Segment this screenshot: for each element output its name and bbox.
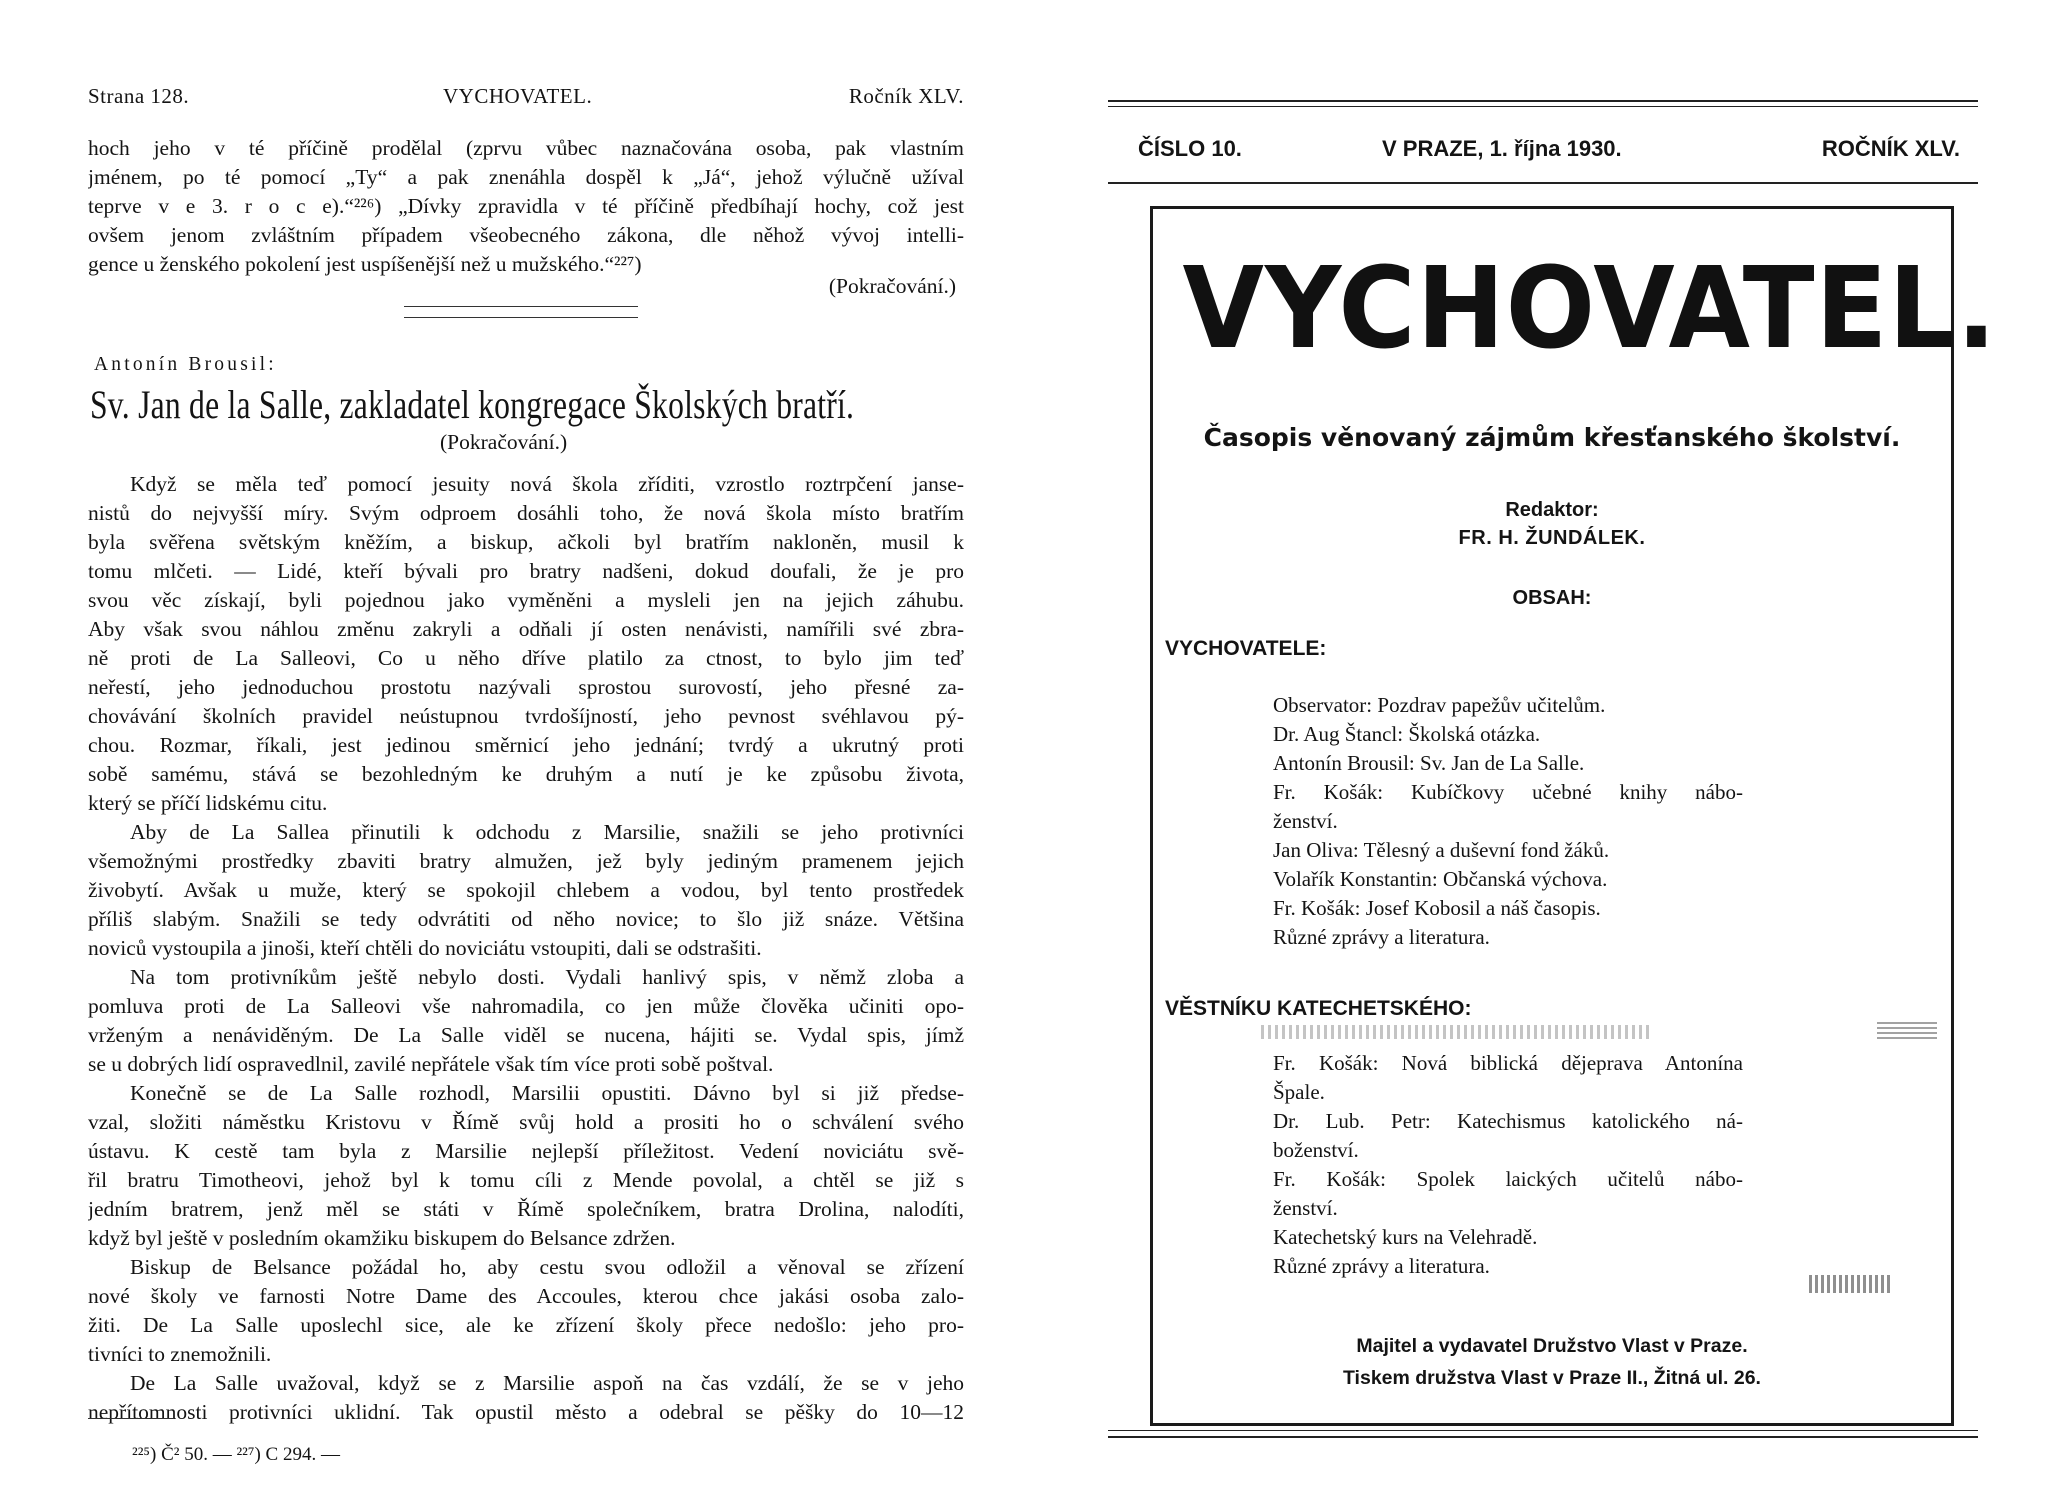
cover-page [1108,100,1998,1436]
contents-list [1273,1049,1743,1281]
contents-entry: Katechetský kurs na Velehradě. [1273,1225,1538,1249]
masthead-subtitle: Časopis věnovaný zájmům křesťanského školství. [1203,423,1901,452]
contents-entry: Jan Oliva: Tělesný a duševní fond žáků. [1273,838,1610,862]
contents-entry: Fr. Košák: Josef Kobosil a náš časopis. [1273,896,1601,920]
text-line: hoch jeho v té příčině prodělal (zprvu vůbec naznačována osoba, pak vlastním [88,136,964,160]
contents-entry: Observator: Pozdrav papežův učitelům. [1273,693,1606,717]
text-line: pomluva proti de La Salleovi vše nahromadila, co jen může člověka učiniti opo- [88,994,964,1018]
footnote-divider [88,1418,174,1419]
text-line: jedním bratrem, jenž měl se státi v Římě společníkem, bratra Drolina, nalodíti, [88,1197,964,1221]
cover-box [1150,206,1998,1426]
text-line: noviců vystoupila a jinoši, kteří chtěli do noviciátu vstoupiti, dali se odstrašiti. [88,936,762,960]
left-page [88,84,964,1484]
frame-rule [1108,100,1978,102]
contents-entry: ženství. [1273,1196,1338,1220]
text-line: teprve v e 3. r o c e).“²²⁶) „Dívky zpravidla v té příčině předbíhají hochy, což jest [88,194,964,218]
text-line: který se příčí lidskému citu. [88,791,328,815]
text-line: jménem, po té pomocí „Ty“ a pak znenáhla dospěl k „Já“, jehož výlučně užíval [88,165,964,189]
contents-entry: Antonín Brousil: Sv. Jan de La Salle. [1273,751,1585,775]
contents-entry: Dr. Aug Štancl: Školská otázka. [1273,722,1541,746]
page-number: Strana 128. [88,84,190,108]
text-line: nové školy ve farnosti Notre Dame des Accoules, kterou chce jakási osoba zalo- [88,1284,964,1308]
editor-name: FR. H. ŽUNDÁLEK. [1458,527,1646,549]
text-line: De La Salle uvažoval, když se z Marsilie aspoň na čas vzdálí, že se v jeho [130,1371,964,1395]
text-line: když byl ještě v posledním okamžiku biskupem do Belsance zdržen. [88,1226,676,1250]
text-line: neřestí, jeho jednoduchou prostotu nazývali sprostou surovostí, jeho přesné za- [88,675,964,699]
masthead-title: VYCHOVATEL. [1182,244,1998,374]
text-line: všemožnými prostředky zbaviti bratry almužen, jež byly jediným pramenem jejich [88,849,964,873]
section-divider [404,306,638,318]
text-line: vrženým a nenáviděným. De La Salle viděl se nucena, hájiti se. Vydal spis, jímž [88,1023,964,1047]
text-line: Konečně se de La Salle rozhodl, Marsilii opustiti. Dávno byl si již předse- [130,1081,964,1105]
text-line: příliš slabým. Snažili se tedy odvrátiti od něho novice; to šlo již snáze. Většina [88,907,964,931]
contents-heading: OBSAH: [1512,587,1592,609]
issue-number: ČÍSLO 10. [1138,136,1242,161]
text-line: nepřítomnosti protivníci uklidní. Tak opustil město a odebral se pěšky do 10—12 [88,1400,964,1424]
journal-name: VYCHOVATEL. [443,84,593,108]
running-head [88,84,964,114]
print-smudge [1261,1025,1651,1039]
text-line: chou. Rozmar, říkali, jest jedinou směrnicí jeho jednání; tvrdý a ukrutný proti [88,733,964,757]
text-line: živobytí. Avšak u muže, který se spokojil chlebem a vodou, byl tento prostředek [88,878,964,902]
print-smudge [1809,1275,1893,1293]
contents-entry: Špale. [1273,1080,1325,1104]
text-line: byla svěřena světským kněžím, a biskup, ačkoli byl bratřím nakloněn, musil k [88,530,964,554]
contents-entry: Fr. Košák: Spolek laických učitelů nábo- [1273,1167,1743,1191]
printer-line: Tiskem družstva Vlast v Praze II., Žitná ul. 26. [1343,1367,1761,1389]
frame-rule [1108,182,1978,184]
article-title: Sv. Jan de la Salle, zakladatel kongregace Školských bratří. [90,382,855,427]
contents-entry: Fr. Košák: Nová biblická dějeprava Antonína [1273,1051,1743,1075]
contents-list [1273,691,1743,952]
print-smudge [1877,1021,1937,1039]
text-line: vzal, složiti náměstku Kristovu v Římě svůj hold a prositi ho o schválení svého [88,1110,964,1134]
text-line: svou věc získají, byli pojednou jako vyměněni a mysleli jen na jejich záhubu. [88,588,964,612]
text-line: se u dobrých lidí ospravedlnil, zavilé nepřátele však tím více proti sobě poštval. [88,1052,774,1076]
text-line: Na tom protivníkům ještě nebylo dosti. Vydali hanlivý spis, v němž zloba a [130,965,964,989]
contents-entry: Dr. Lub. Petr: Katechismus katolického ná- [1273,1109,1743,1133]
contents-section-heading: VĚSTNÍKU KATECHETSKÉHO: [1165,997,1472,1020]
continued-note: (Pokračování.) [440,430,568,454]
text-line: Aby de La Sallea přinutili k odchodu z Marsilie, snažili se jeho protivníci [130,820,964,844]
contents-entry: Fr. Košák: Kubíčkovy učebné knihy nábo- [1273,780,1743,804]
text-line: chovávání školních pravidel neústupnou tvrdošíjností, jeho pevnost svéhlavou pý- [88,704,964,728]
publisher-line: Majitel a vydavatel Družstvo Vlast v Praze. [1356,1335,1748,1357]
text-line: tomu mlčeti. — Lidé, kteří bývali pro bratry nadšeni, dokud doufali, že je pro [88,559,964,583]
intro-paragraph [88,134,964,279]
volume-label: Ročník XLV. [848,84,964,108]
contents-entry: Různé zprávy a literatura. [1273,1254,1490,1278]
editor-label: Redaktor: [1505,499,1599,521]
issue-volume: ROČNÍK XLV. [1821,136,1960,161]
text-line: tivníci to znemožnili. [88,1342,272,1366]
contents-entry: ženství. [1273,809,1338,833]
contents-entry: Volařík Konstantin: Občanská výchova. [1273,867,1608,891]
continued-note: (Pokračování.) [828,274,956,298]
frame-rule [1108,1430,1978,1431]
contents-section-heading: VYCHOVATELE: [1165,637,1327,660]
text-line: gence u ženského pokolení jest uspíšenější než u mužského.“²²⁷) [88,252,642,276]
text-line: ně proti de La Salleovi, Co u něho dříve platilo za ctnost, to bylo jim teď [88,646,964,670]
article-author: Antonín Brousil: [94,354,277,375]
text-line: Když se měla teď pomocí jesuity nová škola zříditi, vzrostlo roztrpčení janse- [130,472,964,496]
text-line: sobě samému, stává se bezohledným ke druhým a nutí je ke způsobu života, [88,762,964,786]
text-line: řil bratru Timotheovi, jehož byl k tomu cíli z Mende povolal, a chtěl se již s [88,1168,964,1192]
text-line: žiti. De La Salle uposlechl sice, ale ke zřízení školy přece nedošlo: jeho pro- [88,1313,964,1337]
text-line: Biskup de Belsance požádal ho, aby cestu svou odložil a věnoval se zřízení [130,1255,964,1279]
issue-bar [1108,136,1978,176]
frame-rule [1108,106,1978,107]
text-line: nistů do nejvyšší míry. Svým odproem dosáhli toho, že nová škola místo bratřím [88,501,964,525]
issue-date: V PRAZE, 1. října 1930. [1382,136,1622,161]
footnote: ²²⁵) Č² 50. — ²²⁷) C 294. — [132,1444,340,1465]
article-body [88,470,964,1427]
text-line: ústavu. K cestě tam byla z Marsilie nejlepší příležitost. Vedení noviciátu svě- [88,1139,964,1163]
frame-rule [1108,1436,1978,1438]
contents-entry: Různé zprávy a literatura. [1273,925,1490,949]
text-line: Aby však svou náhlou změnu zakryli a odňali jí osten nenávisti, namířili své zbra- [88,617,964,641]
contents-entry: boženství. [1273,1138,1359,1162]
text-line: ovšem jenom zvláštním případem všeobecného zákona, dle něhož vývoj intelli- [88,223,964,247]
